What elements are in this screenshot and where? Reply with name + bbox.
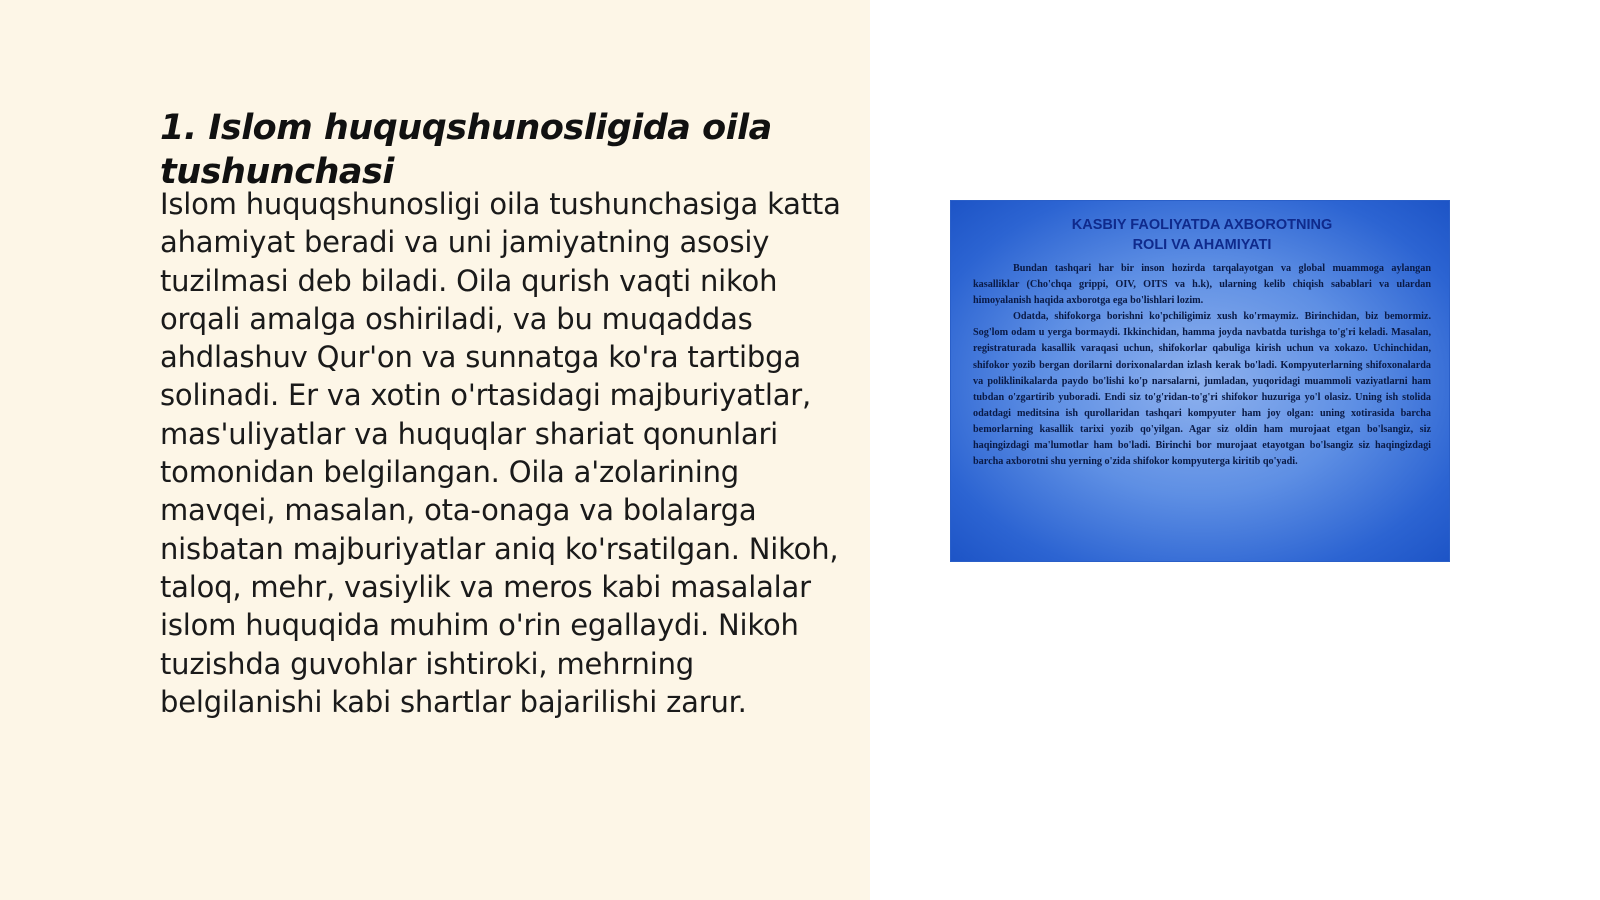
scanned-paragraph-1: Bundan tashqari har bir inson hozirda tarqalayotgan va global muammoga aylangan kasalliklar (Cho'chqa grippi, OIV, OITS va h.k), ularning kelib chiqish sabablari va ulardan himoyalanish haqida axborotga ega bo'lishlari lozim. [973,263,1431,307]
scanned-page-heading [973,215,1431,255]
slide-body-text: Islom huquqshunosligi oila tushunchasiga katta ahamiyat beradi va uni jamiyatning asosiy tuzilmasi deb biladi. Oila qurish vaqti nikoh orqali amalga oshiriladi, va bu muqaddas ahdlashuv Qur'on va sunnatga ko'ra tartibga solinadi. Er va xotin o'rtasidagi majburiyatlar, mas'uliyatlar va huquqlar shariat qonunlari tomonidan belgilangan. Oila a'zolarining mavqei, masalan, ota-onaga va bolalarga nisbatan majburiyatlar aniq ko'rsatilgan. Nikoh, taloq, mehr, vasiylik va meros kabi masalalar islom huquqida muhim o'rin egallaydi. Nikoh tuzishda guvohlar ishtiroki, mehrning belgilanishi kabi shartlar bajarilishi zarur. [160,187,841,719]
scanned-heading-line-2: ROLI VA AHAMIYATI [1132,237,1272,253]
scanned-page-image [950,200,1450,562]
scanned-heading-line-1: KASBIY FAOLIYATDA AXBOROTNING [1071,217,1333,233]
slide-title: 1. Islom huquqshunosligida oila tushunchasi [160,108,772,192]
scanned-paragraph-2: Odatda, shifokorga borishni ko'pchiligimiz xush ko'rmaymiz. Birinchidan, biz bemormiz. Sog'lom odam u yerga bormaydi. Ikkinchidan, hamma joyda navbatda turishga to'g'ri keladi. Masalan, registraturada kasallik varaqasi uchun, shifokorlar qabuliga kirish uchun va xokazo. Uchinchidan, shifokor yozib bergan dorilarni dorixonalardan izlash kerak bo'ladi. Kompyuterlarning shifoxonalarda va poliklinikalarda paydo bo'lishi ko'p narsalarni, jumladan, yuqoridagi muammoli vaziyatlarni ham tubdan o'zgartirib yuboradi. Endi siz to'g'ridan-to'g'ri shifokor huzuriga yo'l olasiz. Uning ish stolida odatdagi meditsina ish qurollaridan tashqari kompyuter ham joy olgan: uning xotirasida barcha bemorlarning kasallik tarixi yozib qo'yilgan. Agar siz oldin ham murojaat etgan bo'lsangiz, siz haqingizdagi ma'lumotlar ham bo'ladi. Birinchi bor murojaat etayotgan bo'lsangiz siz haqingizdagi barcha axborotni shu yerning o'zida shifokor kompyuterga kiritib qo'yadi. [973,311,1431,468]
